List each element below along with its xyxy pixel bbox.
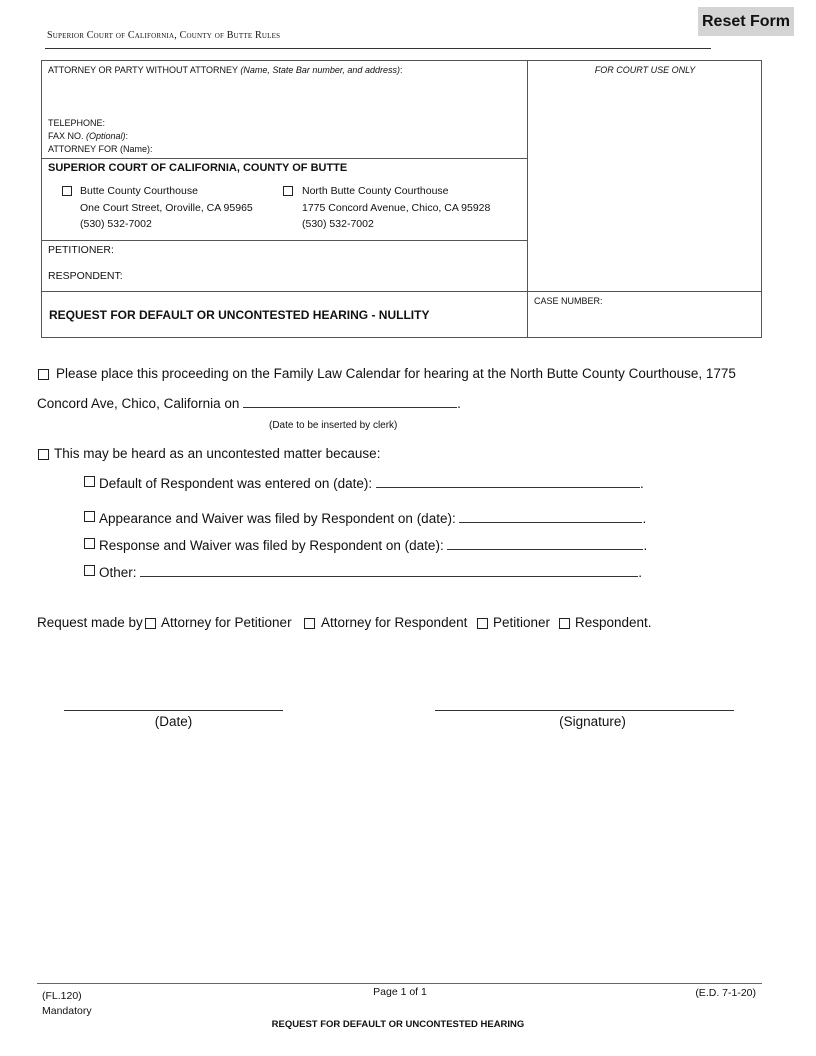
uncontested-checkbox[interactable] (38, 449, 49, 460)
respondent-label: RESPONDENT: (48, 270, 123, 282)
courthouse-1-name: Butte County Courthouse (80, 185, 198, 197)
footer-mandatory: Mandatory (42, 1005, 92, 1017)
courthouse-2 (302, 183, 490, 233)
calendar-line-2: Concord Ave, Chico, California on . (37, 393, 461, 411)
requester-attorney-petitioner: Attorney for Petitioner (161, 615, 292, 630)
reason-other-label: Other: (99, 565, 137, 580)
reason-default-label: Default of Respondent was entered on (date): (99, 476, 373, 491)
response-date-field[interactable] (447, 535, 643, 550)
reason-appearance: Appearance and Waiver was filed by Respondent on (date): . (99, 508, 646, 526)
caption-rule-court (41, 158, 528, 159)
requester-attorney-respondent: Attorney for Respondent (321, 615, 468, 630)
default-checkbox[interactable] (84, 476, 95, 487)
attorney-label: ATTORNEY OR PARTY WITHOUT ATTORNEY (Name, State Bar number, and address): (48, 65, 403, 75)
footer-form-info (42, 989, 92, 1019)
petitioner-label: PETITIONER: (48, 244, 114, 256)
hearing-date-field[interactable] (243, 393, 457, 408)
reset-form-button[interactable]: Reset Form (698, 7, 794, 36)
calendar-checkbox[interactable] (38, 369, 49, 380)
other-field[interactable] (140, 562, 638, 577)
uncontested-intro: This may be heard as an uncontested matter because: (54, 446, 381, 461)
footer-edition: (E.D. 7-1-20) (695, 987, 756, 999)
courthouse-2-phone: (530) 532-7002 (302, 218, 374, 230)
other-checkbox[interactable] (84, 565, 95, 576)
courthouse-1-checkbox[interactable] (62, 186, 72, 196)
appearance-date-field[interactable] (459, 508, 642, 523)
courthouse-1-phone: (530) 532-7002 (80, 218, 152, 230)
header-rule (45, 48, 711, 49)
reason-default: Default of Respondent was entered on (date): . (99, 473, 644, 491)
courthouse-2-name: North Butte County Courthouse (302, 185, 449, 197)
footer-form-number: (FL.120) (42, 990, 82, 1002)
attorney-petitioner-checkbox[interactable] (145, 618, 156, 629)
date-label: (Date) (154, 714, 193, 729)
court-name: SUPERIOR COURT OF CALIFORNIA, COUNTY OF BUTTE (48, 162, 348, 174)
caption-rule-parties (41, 240, 528, 241)
date-signature-line[interactable] (64, 710, 283, 711)
caption-rule-title (41, 291, 762, 292)
footer-title: REQUEST FOR DEFAULT OR UNCONTESTED HEARING (271, 1019, 525, 1030)
date-note: (Date to be inserted by clerk) (269, 420, 398, 431)
fax-label: FAX NO. (Optional): (48, 131, 129, 141)
footer-page: Page 1 of 1 (373, 986, 427, 998)
attorney-respondent-checkbox[interactable] (304, 618, 315, 629)
signature-line[interactable] (435, 710, 734, 711)
courthouse-2-address: 1775 Concord Avenue, Chico, CA 95928 (302, 201, 491, 214)
courthouse-1 (80, 183, 253, 233)
request-made-by: Request made by (37, 615, 143, 630)
reason-appearance-label: Appearance and Waiver was filed by Respondent on (date): (99, 511, 456, 526)
requester-petitioner: Petitioner (493, 615, 551, 630)
attorney-for-label: ATTORNEY FOR (Name): (48, 144, 153, 154)
signature-label: (Signature) (559, 714, 626, 729)
requester-respondent: Respondent. (575, 615, 652, 630)
court-use-label: FOR COURT USE ONLY (594, 65, 696, 75)
response-checkbox[interactable] (84, 538, 95, 549)
courthouse-2-checkbox[interactable] (283, 186, 293, 196)
reason-response-label: Response and Waiver was filed by Respondent on (date): (99, 538, 444, 553)
respondent-checkbox[interactable] (559, 618, 570, 629)
calendar-line-1: Please place this proceeding on the Family Law Calendar for hearing at the North Butte County Courthouse, 1775 (56, 366, 736, 381)
appearance-checkbox[interactable] (84, 511, 95, 522)
form-title: REQUEST FOR DEFAULT OR UNCONTESTED HEARING - NULLITY (49, 308, 430, 322)
caption-divider (527, 60, 528, 338)
reason-other: Other: . (99, 562, 642, 580)
courthouse-1-address: One Court Street, Oroville, CA 95965 (80, 201, 253, 214)
telephone-label: TELEPHONE: (48, 118, 106, 128)
default-date-field[interactable] (376, 473, 640, 488)
petitioner-checkbox[interactable] (477, 618, 488, 629)
case-number-label: CASE NUMBER: (534, 296, 603, 306)
calendar-line-2-text: Concord Ave, Chico, California on (37, 396, 240, 411)
footer-rule (37, 983, 762, 984)
reason-response: Response and Waiver was filed by Respondent on (date): . (99, 535, 647, 553)
rules-header: Superior Court of California, County of Butte Rules (47, 30, 281, 41)
